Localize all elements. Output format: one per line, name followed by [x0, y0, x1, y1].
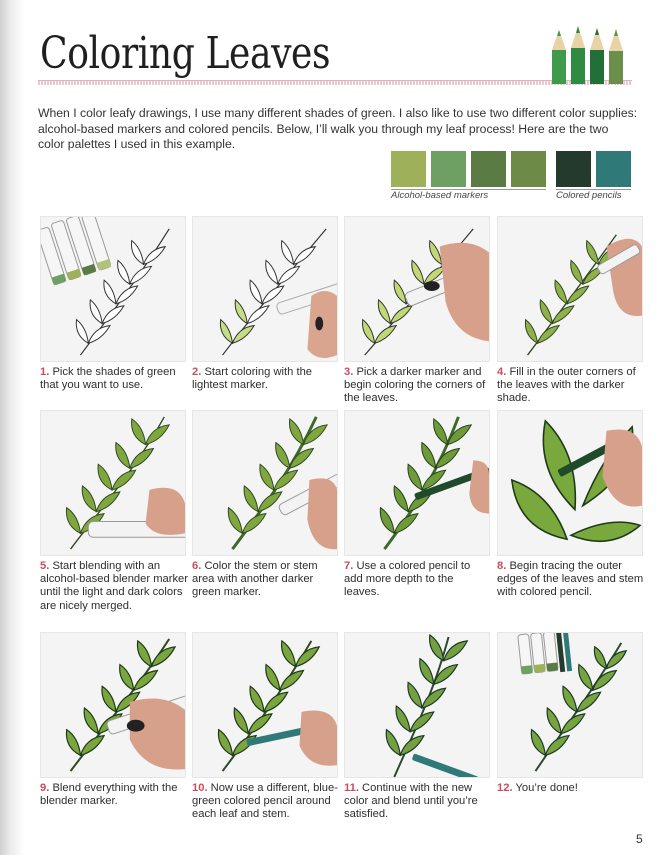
- step-9-photo: [40, 632, 186, 778]
- step-11-caption: 11. Continue with the new color and blend until you’re satisfied.: [344, 782, 478, 821]
- pencil-palette-label: Colored pencils: [556, 190, 622, 201]
- step-10-photo: [192, 632, 338, 778]
- marker-swatch: [511, 151, 546, 187]
- colored-pencils-icon: [548, 20, 632, 84]
- step-6-photo: [192, 410, 338, 556]
- marker-swatch: [391, 151, 426, 187]
- step-8-caption: 8. Begin tracing the outer edges of the leaves and stem with colored pencil.: [497, 560, 644, 599]
- marker-swatch: [471, 151, 506, 187]
- step-1-caption: 1. Pick the shades of green that you want to use.: [40, 366, 176, 392]
- step-7-photo: [344, 410, 490, 556]
- title-underline: [38, 80, 632, 85]
- step-6-caption: 6. Color the stem or stem area with another darker green marker.: [192, 560, 318, 599]
- step-12-caption: 12. You’re done!: [497, 782, 578, 794]
- step-4-photo: [497, 216, 643, 362]
- step-5-photo: [40, 410, 186, 556]
- step-4-caption: 4. Fill in the outer corners of the leaves with the darker shade.: [497, 366, 636, 405]
- step-2-caption: 2. Start coloring with the lightest marker.: [192, 366, 313, 392]
- pencil-swatch: [556, 151, 591, 187]
- marker-palette: [391, 151, 546, 187]
- step-11-photo: [344, 632, 490, 778]
- step-9-caption: 9. Blend everything with the blender marker.: [40, 782, 178, 808]
- step-1-photo: [40, 216, 186, 362]
- step-10-caption: 10. Now use a different, blue-green colored pencil around each leaf and stem.: [192, 782, 338, 821]
- pencil-palette: [556, 151, 631, 187]
- step-7-caption: 7. Use a colored pencil to add more depth to the leaves.: [344, 560, 471, 599]
- page-title: Coloring Leaves: [40, 28, 331, 79]
- step-5-caption: 5. Start blending with an alcohol-based blender marker until the light and dark colors are nicely merged.: [40, 560, 189, 612]
- marker-palette-label: Alcohol-based markers: [391, 190, 489, 201]
- step-3-caption: 3. Pick a darker marker and begin coloring the corners of the leaves.: [344, 366, 486, 405]
- step-3-photo: [344, 216, 490, 362]
- step-2-photo: [192, 216, 338, 362]
- step-12-photo: [497, 632, 643, 778]
- marker-swatch: [431, 151, 466, 187]
- intro-paragraph: When I color leafy drawings, I use many different shades of green. I also like to use two different color supplies: alcohol-based markers and colored pencils. Below, I’ll walk you through my leaf process! Here are the two color palettes I used in this example.: [38, 106, 638, 151]
- pencil-swatch: [596, 151, 631, 187]
- page-gutter-shadow: [0, 0, 24, 855]
- page-number: 5: [636, 832, 643, 846]
- step-8-photo: [497, 410, 643, 556]
